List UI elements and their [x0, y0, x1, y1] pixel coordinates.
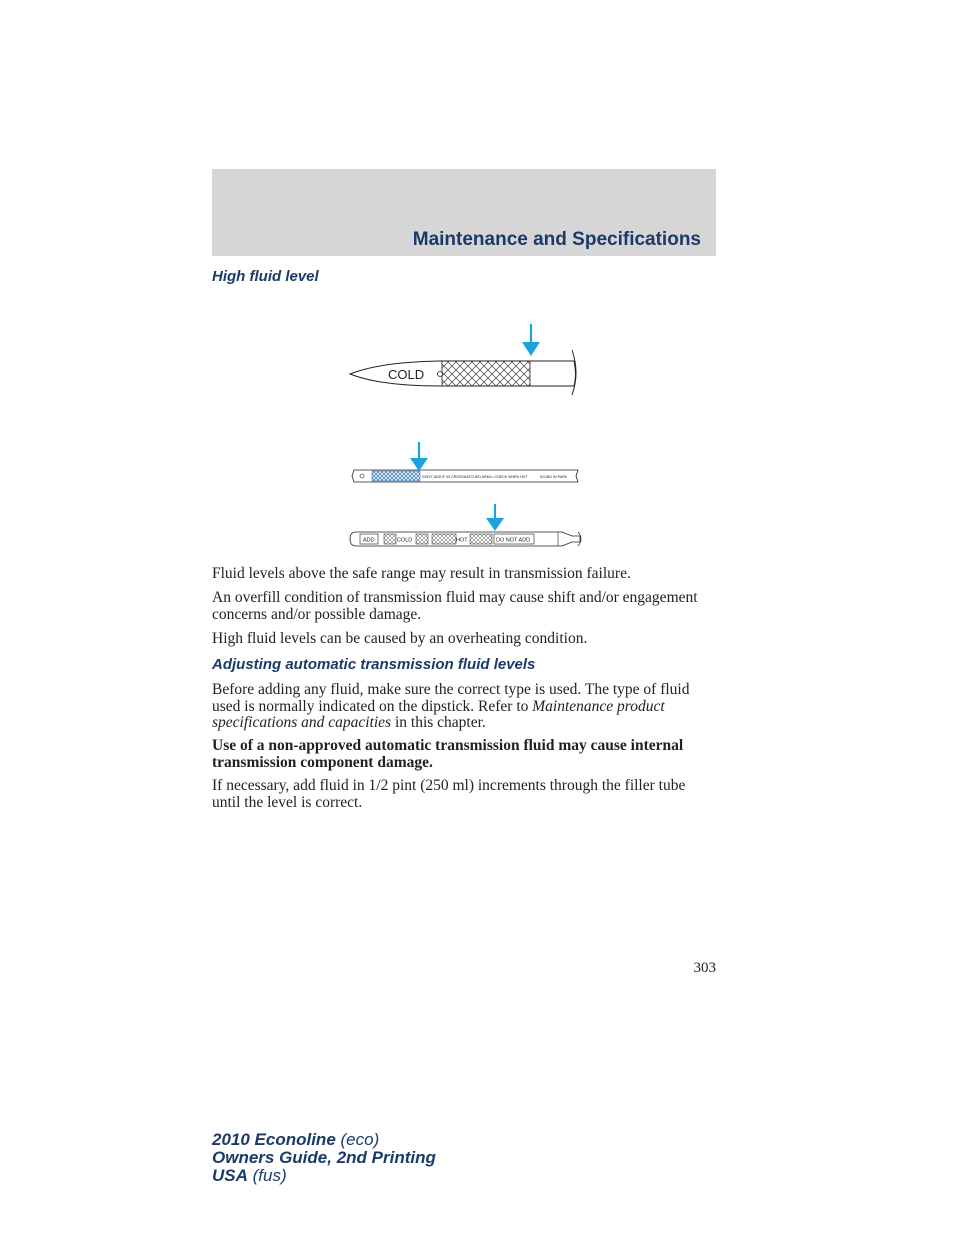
paragraph: An overfill condition of transmission fluid may cause shift and/or engagement concerns and/or possible damage. [212, 589, 698, 623]
dipstick2-text-a: DON'T ADD IF IN CROSSHATCHED AREA • CHECK WHEN HOT [422, 475, 528, 479]
dipstick3-add: ADD [363, 537, 375, 544]
footer-printing: Owners Guide, 2nd Printing [212, 1148, 436, 1167]
dipstick2-text-b: IDLING IN PARK [540, 475, 568, 479]
dipstick-illustration [340, 318, 590, 556]
paragraph: Fluid levels above the safe range may result in transmission failure. [212, 565, 631, 582]
arrow-down-icon [410, 442, 428, 471]
footer-market: USA [212, 1166, 248, 1185]
dipstick-cold [350, 324, 576, 395]
footer-model-code: (eco) [335, 1130, 380, 1149]
section-title: Maintenance and Specifications [412, 229, 701, 250]
heading-high-fluid-level: High fluid level [212, 268, 319, 285]
dipstick-hot-text [352, 442, 578, 482]
paragraph-text: in this chapter. [391, 714, 486, 731]
dipstick3-cold: COLD [397, 537, 413, 544]
arrow-down-icon [486, 504, 504, 531]
arrow-down-icon [522, 324, 540, 356]
paragraph [212, 682, 712, 732]
dipstick3-do-not-add: DO NOT ADD [496, 537, 531, 544]
warning-paragraph: Use of a non-approved automatic transmission fluid may cause internal transmission component damage. [212, 737, 684, 771]
heading-adjusting-fluid-levels: Adjusting automatic transmission fluid levels [212, 656, 536, 673]
footer-model: 2010 Econoline [212, 1130, 336, 1149]
footer [212, 1131, 436, 1185]
dipstick-add-cold-hot [350, 504, 581, 546]
header-band [212, 169, 716, 256]
paragraph-text: Before adding any fluid, make sure the correct type is used. The type of fluid used is normally indicated on the dipstick. Refer to [212, 681, 690, 715]
paragraph: If necessary, add fluid in 1/2 pint (250 ml) increments through the filler tube until the level is correct. [212, 777, 686, 811]
dipstick-cold-label: COLD [388, 367, 425, 382]
footer-market-code: (fus) [247, 1166, 287, 1185]
dipstick3-hot: HOT [456, 537, 468, 544]
reference-link-text: Maintenance product specifications and capacities [212, 697, 665, 731]
page-number: 303 [693, 960, 716, 976]
paragraph: High fluid levels can be caused by an overheating condition. [212, 630, 588, 647]
